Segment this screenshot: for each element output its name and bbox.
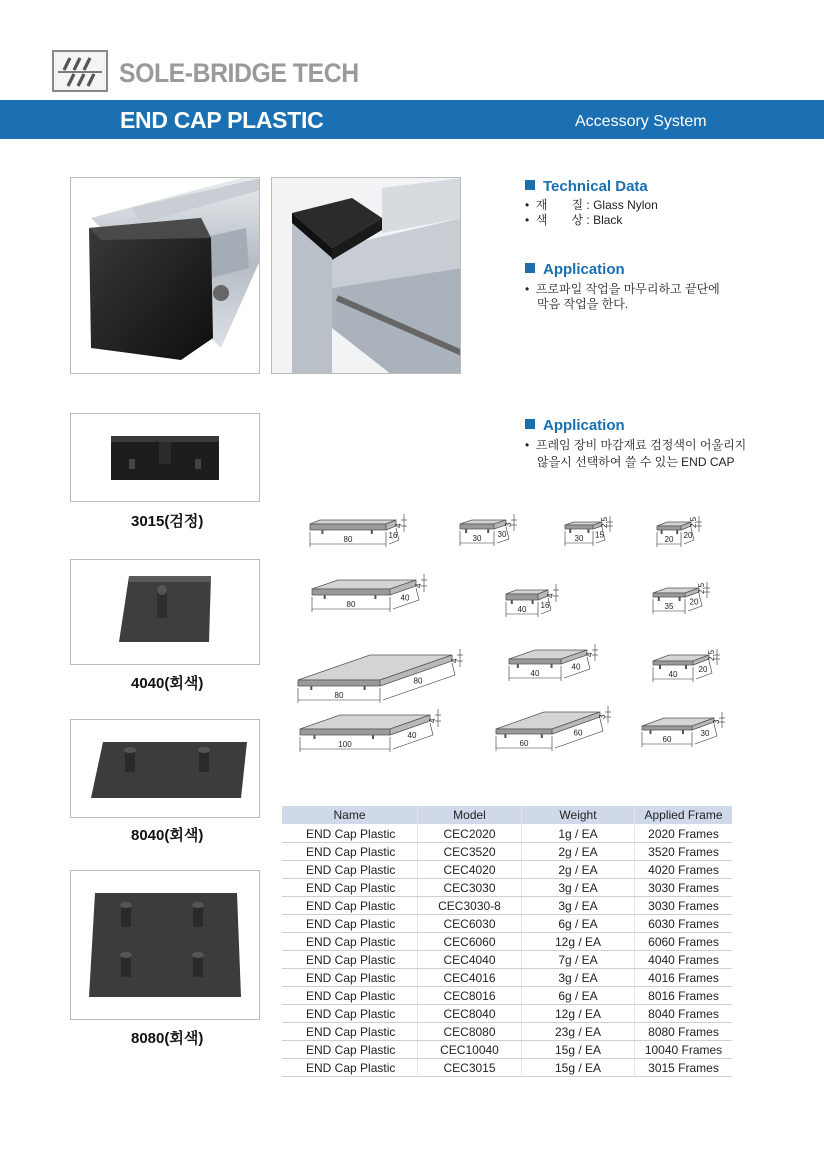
depth-dimension: 30 [700, 729, 710, 738]
table-row [282, 879, 732, 897]
application-title-1: Application [543, 261, 625, 278]
width-dimension: 60 [662, 735, 672, 744]
width-dimension: 30 [574, 534, 584, 543]
cell-name: END Cap Plastic [282, 897, 418, 915]
cell-frame: 4040 Frames [635, 951, 733, 969]
cell-name: END Cap Plastic [282, 933, 418, 951]
cell-name: END Cap Plastic [282, 1023, 418, 1041]
sample-label-3015: 3015(검정) [131, 513, 204, 530]
table-row [282, 915, 732, 933]
cell-model: CEC4016 [418, 969, 522, 987]
width-dimension: 40 [517, 605, 527, 614]
cell-name: END Cap Plastic [282, 969, 418, 987]
width-dimension: 40 [668, 670, 678, 679]
cell-frame: 3015 Frames [635, 1059, 733, 1077]
end-cap-diagram [460, 514, 517, 546]
cell-model: CEC3015 [418, 1059, 522, 1077]
height-dimension: 3 [504, 522, 513, 527]
cell-model: CEC8040 [418, 1005, 522, 1023]
width-dimension: 35 [664, 602, 674, 611]
end-cap-diagram [298, 649, 463, 703]
height-dimension: 3 [598, 714, 607, 719]
width-dimension: 80 [343, 535, 353, 544]
depth-dimension: 16 [388, 531, 398, 540]
cell-name: END Cap Plastic [282, 825, 418, 843]
application-1-line-2: 막음 작업을 한다. [537, 297, 629, 311]
cell-frame: 4016 Frames [635, 969, 733, 987]
depth-dimension: 40 [571, 662, 581, 672]
depth-dimension: 60 [573, 728, 583, 738]
height-dimension: 4 [414, 583, 423, 588]
end-cap-diagram [300, 709, 441, 752]
application-heading-1 [525, 261, 625, 278]
cell-weight: 6g / EA [522, 987, 635, 1005]
section-square-icon [525, 263, 535, 273]
depth-dimension: 20 [689, 597, 699, 607]
cell-name: END Cap Plastic [282, 915, 418, 933]
table-row [282, 1005, 732, 1023]
height-dimension: 4 [428, 718, 437, 723]
end-cap-diagram [496, 706, 611, 751]
width-dimension: 80 [334, 691, 344, 700]
cell-model: CEC8016 [418, 987, 522, 1005]
cell-name: END Cap Plastic [282, 1041, 418, 1059]
header-name: Name [282, 806, 418, 825]
cell-model: CEC2020 [418, 825, 522, 843]
end-cap-diagram [653, 582, 710, 614]
cell-model: CEC3030 [418, 879, 522, 897]
table-row [282, 1059, 732, 1077]
table-row [282, 951, 732, 969]
header-model: Model [418, 806, 522, 825]
cell-weight: 15g / EA [522, 1041, 635, 1059]
height-dimension: 2.5 [600, 516, 609, 528]
end-cap-diagram [653, 649, 720, 682]
end-cap-diagram [312, 574, 427, 612]
sample-photo-8040 [70, 719, 260, 818]
end-cap-photo-1 [70, 177, 260, 374]
height-dimension: 4 [585, 652, 594, 657]
logo-mark-icon [54, 52, 106, 90]
company-logo [52, 50, 108, 92]
end-cap-diagram [565, 516, 613, 546]
table-row [282, 825, 732, 843]
table-row [282, 1041, 732, 1059]
end-cap-diagram [642, 712, 725, 747]
sample-label-8080: 8080(회색) [131, 1030, 204, 1047]
cell-frame: 4020 Frames [635, 861, 733, 879]
sample-label-4040: 4040(회색) [131, 675, 204, 692]
depth-dimension: 20 [683, 531, 693, 540]
cell-frame: 6060 Frames [635, 933, 733, 951]
section-square-icon [525, 419, 535, 429]
width-dimension: 40 [530, 669, 540, 678]
end-cap-photo-2 [271, 177, 461, 374]
page-subtitle: Accessory System [575, 113, 707, 130]
cell-name: END Cap Plastic [282, 1005, 418, 1023]
width-dimension: 20 [664, 535, 674, 544]
sample-photo-4040 [70, 559, 260, 665]
cell-weight: 12g / EA [522, 1005, 635, 1023]
cell-name: END Cap Plastic [282, 1059, 418, 1077]
section-square-icon [525, 180, 535, 190]
height-dimension: 4 [450, 658, 459, 663]
depth-dimension: 80 [413, 676, 423, 686]
cell-weight: 3g / EA [522, 897, 635, 915]
table-row [282, 861, 732, 879]
application-2-line-1: • 프레임 장비 마감재료 검정색이 어울리지 [525, 438, 747, 452]
width-dimension: 80 [346, 600, 356, 609]
sample-photo-8080 [70, 870, 260, 1020]
cell-name: END Cap Plastic [282, 861, 418, 879]
cell-model: CEC8080 [418, 1023, 522, 1041]
table-row [282, 987, 732, 1005]
cell-model: CEC6060 [418, 933, 522, 951]
table-row [282, 969, 732, 987]
cell-weight: 3g / EA [522, 879, 635, 897]
cell-frame: 8080 Frames [635, 1023, 733, 1041]
spec-table [282, 806, 732, 1077]
table-header-row [282, 806, 732, 825]
cell-weight: 3g / EA [522, 969, 635, 987]
depth-dimension: 15 [595, 530, 604, 540]
cell-weight: 2g / EA [522, 861, 635, 879]
cell-weight: 23g / EA [522, 1023, 635, 1041]
depth-dimension: 16 [540, 601, 550, 610]
cell-frame: 6030 Frames [635, 915, 733, 933]
cell-name: END Cap Plastic [282, 987, 418, 1005]
material-label: 재 질 [535, 198, 584, 212]
application-title-2: Application [543, 417, 625, 434]
cell-model: CEC4020 [418, 861, 522, 879]
width-dimension: 100 [338, 740, 352, 749]
end-cap-diagram [657, 516, 702, 547]
technical-data-heading [525, 178, 648, 195]
technical-data-title: Technical Data [543, 178, 648, 195]
color-row: • 색 상 : Black [525, 213, 623, 227]
height-dimension: 2.5 [707, 649, 716, 661]
color-label: 색 상 [535, 213, 584, 227]
end-cap-diagram [506, 584, 559, 617]
application-1-text-1: 프로파일 작업을 마무리하고 끝단에 [535, 282, 720, 296]
depth-dimension: 40 [400, 593, 410, 603]
company-name: SOLE-BRIDGE TECH [119, 58, 359, 88]
depth-dimension: 20 [698, 665, 708, 674]
width-dimension: 30 [472, 534, 482, 543]
header-weight: Weight [522, 806, 635, 825]
cell-weight: 7g / EA [522, 951, 635, 969]
sample-photo-3015 [70, 413, 260, 502]
depth-dimension: 30 [497, 530, 507, 539]
depth-dimension: 40 [407, 731, 417, 740]
application-1-line-1: • 프로파일 작업을 마무리하고 끝단에 [525, 282, 720, 296]
sample-label-8040: 8040(회색) [131, 827, 204, 844]
width-dimension: 60 [519, 739, 529, 748]
color-value: : Black [586, 213, 623, 227]
cell-frame: 2020 Frames [635, 825, 733, 843]
cell-weight: 2g / EA [522, 843, 635, 861]
cell-weight: 15g / EA [522, 1059, 635, 1077]
cell-frame: 3030 Frames [635, 879, 733, 897]
cell-weight: 6g / EA [522, 915, 635, 933]
header-applied-frame: Applied Frame [635, 806, 733, 825]
height-dimension: 4 [546, 593, 555, 598]
end-cap-diagram [310, 514, 407, 547]
material-value: : Glass Nylon [586, 198, 658, 212]
cell-frame: 8040 Frames [635, 1005, 733, 1023]
cell-name: END Cap Plastic [282, 843, 418, 861]
height-dimension: 4 [394, 523, 403, 528]
table-row [282, 897, 732, 915]
application-2-text-1: 프레임 장비 마감재료 검정색이 어울리지 [535, 438, 747, 452]
cell-model: CEC3520 [418, 843, 522, 861]
cell-name: END Cap Plastic [282, 879, 418, 897]
end-cap-diagram [509, 644, 598, 681]
height-dimension: 2.5 [689, 516, 698, 528]
cell-weight: 12g / EA [522, 933, 635, 951]
application-heading-2 [525, 417, 625, 434]
material-row: • 재 질 : Glass Nylon [525, 198, 658, 212]
height-dimension: 3 [712, 719, 721, 724]
cell-weight: 1g / EA [522, 825, 635, 843]
cell-frame: 3030 Frames [635, 897, 733, 915]
table-row [282, 843, 732, 861]
cell-model: CEC4040 [418, 951, 522, 969]
page-title: END CAP PLASTIC [120, 107, 324, 133]
height-dimension: 2.5 [697, 582, 706, 594]
cell-model: CEC3030-8 [418, 897, 522, 915]
table-row [282, 933, 732, 951]
dimension-diagrams [280, 500, 750, 780]
cell-model: CEC6030 [418, 915, 522, 933]
cell-frame: 8016 Frames [635, 987, 733, 1005]
cell-model: CEC10040 [418, 1041, 522, 1059]
cell-name: END Cap Plastic [282, 951, 418, 969]
cell-frame: 10040 Frames [635, 1041, 733, 1059]
table-row [282, 1023, 732, 1041]
application-2-line-2: 않을시 선택하여 쓸 수 있는 END CAP [537, 455, 735, 469]
cell-frame: 3520 Frames [635, 843, 733, 861]
